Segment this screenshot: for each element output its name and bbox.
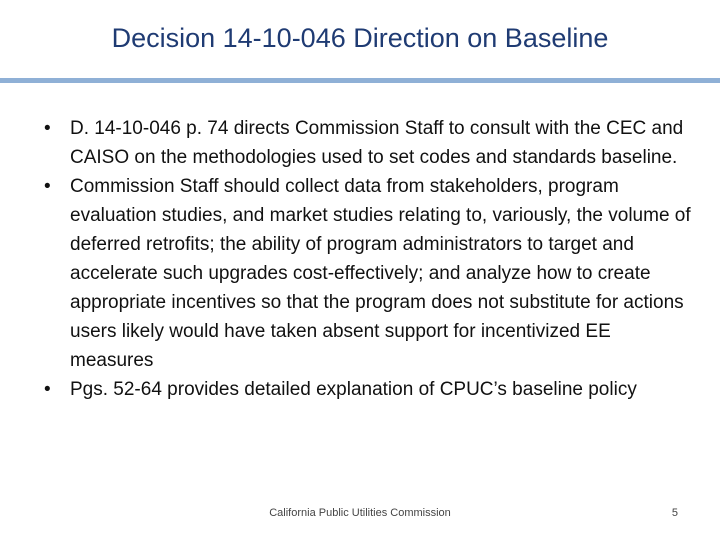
bullet-item: [44, 375, 694, 404]
bullet-icon: •: [44, 118, 51, 139]
bullet-list: [44, 114, 694, 404]
bullet-item: [44, 172, 694, 375]
bullet-icon: •: [44, 379, 51, 400]
bullet-icon: •: [44, 176, 51, 197]
bullet-text: Commission Staff should collect data from stakeholders, program evaluation studies, and market studies relating to, variously, the volume of deferred retrofits; the ability of program administrators to target and accelerate such upgrades cost-effectively; and analyze how to create appropriate incentives so that the program does not substitute for actions users likely would have taken absent support for incentivized EE measures: [70, 176, 691, 371]
page-number: 5: [671, 507, 678, 519]
bullet-text: D. 14-10-046 p. 74 directs Commission Staff to consult with the CEC and CAISO on the methodologies used to set codes and standards baseline.: [70, 118, 684, 168]
bullet-text: Pgs. 52-64 provides detailed explanation of CPUC’s baseline policy: [70, 379, 637, 400]
title-divider: [0, 78, 720, 83]
slide-title: Decision 14-10-046 Direction on Baseline: [111, 23, 609, 53]
bullet-item: [44, 114, 694, 172]
footer-text: California Public Utilities Commission: [269, 507, 451, 519]
